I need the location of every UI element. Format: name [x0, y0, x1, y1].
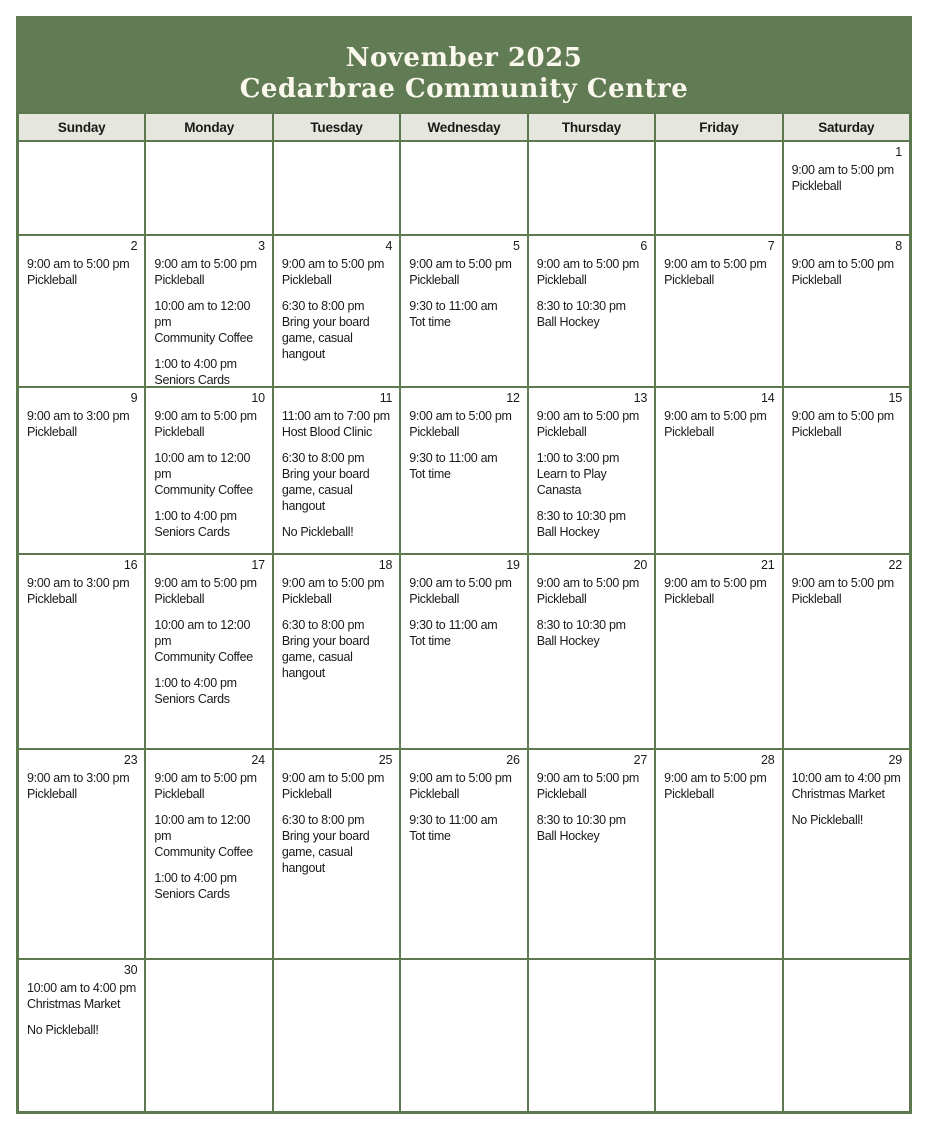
- month-title: November 2025: [345, 43, 583, 73]
- events-list: [784, 768, 909, 828]
- event: [409, 256, 520, 288]
- event-title: Seniors Cards: [154, 887, 230, 901]
- event: [792, 162, 903, 194]
- weekday-label: Saturday: [818, 119, 875, 135]
- events-list: [146, 768, 271, 902]
- event-title: Pickleball: [154, 425, 205, 439]
- event-time: 9:00 am to 5:00 pm: [409, 576, 512, 590]
- event-time: 9:00 am to 5:00 pm: [536, 771, 640, 785]
- weekday-label: Thursday: [561, 119, 621, 135]
- day-number: 1: [895, 145, 902, 159]
- event-title: Tot time: [409, 829, 451, 843]
- day-cell-empty: [784, 960, 909, 1111]
- event-time: 6:30 to 8:00 pm: [281, 299, 365, 313]
- day-number: [656, 960, 781, 977]
- event-title: Pickleball: [281, 592, 332, 606]
- calendar-grid: [16, 112, 912, 1114]
- event-title: Christmas Market: [27, 997, 121, 1011]
- event-title: Pickleball: [154, 787, 205, 801]
- day-number: [146, 142, 271, 159]
- weekday-label: Friday: [699, 119, 739, 135]
- event: [537, 408, 648, 440]
- events-list: [19, 573, 144, 607]
- day-cell-21: [656, 555, 781, 748]
- event: [27, 1022, 138, 1038]
- event-title: Pickleball: [536, 425, 587, 439]
- day-number: 6: [640, 239, 648, 253]
- event-title: Pickleball: [409, 787, 460, 801]
- day-cell-22: [784, 555, 909, 748]
- event-title: Pickleball: [664, 592, 714, 606]
- events-list: [656, 573, 781, 607]
- weekday-header-sunday: [19, 114, 144, 140]
- event: [537, 450, 648, 498]
- event-time: 9:00 am to 3:00 pm: [27, 409, 130, 423]
- event-title: Pickleball: [27, 425, 77, 439]
- day-cell-29: [784, 750, 909, 958]
- event: [154, 298, 265, 346]
- event-title: Community Coffee: [154, 483, 253, 497]
- event-time: 10:00 am to 12:00 pm: [154, 618, 251, 648]
- event-time: 1:00 to 4:00 pm: [154, 871, 237, 885]
- event-title: No Pickleball!: [281, 525, 354, 539]
- day-cell-empty: [274, 960, 399, 1111]
- event-title: Pickleball: [791, 179, 842, 193]
- event: [282, 298, 393, 362]
- events-list: [529, 768, 654, 844]
- day-cell-14: [656, 388, 781, 553]
- day-number: 2: [130, 239, 138, 253]
- day-number: 20: [633, 558, 648, 572]
- day-cell-empty: [529, 142, 654, 234]
- event-title: Pickleball: [536, 273, 587, 287]
- event-title: Pickleball: [27, 787, 77, 801]
- event-time: 9:00 am to 3:00 pm: [27, 576, 130, 590]
- day-number: 21: [761, 558, 775, 572]
- day-number: 9: [130, 391, 138, 405]
- events-list: [529, 573, 654, 649]
- event-time: 9:00 am to 5:00 pm: [536, 257, 640, 271]
- events-list: [274, 254, 399, 362]
- event-time: 9:30 to 11:00 am: [409, 299, 498, 313]
- event: [154, 508, 265, 540]
- day-cell-6: [529, 236, 654, 386]
- event-title: Community Coffee: [154, 845, 253, 859]
- day-cell-5: [401, 236, 526, 386]
- event-time: 9:00 am to 3:00 pm: [27, 771, 130, 785]
- event-time: 9:30 to 11:00 am: [409, 618, 498, 632]
- event: [27, 575, 138, 607]
- events-list: [19, 768, 144, 802]
- day-cell-11: [274, 388, 399, 553]
- event-title: Pickleball: [664, 787, 714, 801]
- event: [409, 408, 520, 440]
- event: [537, 575, 648, 607]
- event-time: 9:00 am to 5:00 pm: [791, 409, 894, 423]
- event-time: 10:00 am to 12:00 pm: [154, 451, 251, 481]
- day-number: 27: [633, 753, 648, 767]
- event-time: 9:00 am to 5:00 pm: [536, 409, 640, 423]
- event: [282, 575, 393, 607]
- day-cell-18: [274, 555, 399, 748]
- event: [154, 770, 265, 802]
- day-cell-3: [146, 236, 271, 386]
- event-title: Pickleball: [281, 273, 332, 287]
- event-time: 9:00 am to 5:00 pm: [664, 771, 767, 785]
- weekday-header-monday: [146, 114, 271, 140]
- day-number: [529, 142, 654, 159]
- events-list: [784, 160, 909, 194]
- day-cell-25: [274, 750, 399, 958]
- event-time: 1:00 to 4:00 pm: [154, 676, 237, 690]
- weekday-label: Sunday: [57, 119, 106, 135]
- day-cell-empty: [656, 142, 781, 234]
- day-number: [401, 960, 526, 977]
- event-time: 9:00 am to 5:00 pm: [281, 576, 385, 590]
- event-title: Ball Hockey: [536, 634, 600, 648]
- event: [154, 617, 265, 665]
- event-title: Pickleball: [791, 273, 842, 287]
- event-title: Pickleball: [154, 592, 205, 606]
- event-time: 6:30 to 8:00 pm: [281, 813, 365, 827]
- event-title: Pickleball: [664, 273, 714, 287]
- event-time: 10:00 am to 4:00 pm: [27, 981, 136, 995]
- day-number: 5: [512, 239, 520, 253]
- weekday-header-saturday: [784, 114, 909, 140]
- event: [154, 356, 265, 386]
- day-number: [274, 960, 399, 977]
- event: [537, 770, 648, 802]
- weekday-header-tuesday: [274, 114, 399, 140]
- event-title: Pickleball: [409, 273, 460, 287]
- events-list: [274, 768, 399, 876]
- event-time: 6:30 to 8:00 pm: [281, 618, 365, 632]
- event-title: No Pickleball!: [27, 1023, 99, 1037]
- events-list: [656, 406, 781, 440]
- events-list: [274, 406, 399, 540]
- events-list: [19, 406, 144, 440]
- event-title: Host Blood Clinic: [281, 425, 372, 439]
- day-cell-28: [656, 750, 781, 958]
- event: [27, 256, 138, 288]
- event-title: Ball Hockey: [536, 525, 600, 539]
- event: [282, 450, 393, 514]
- event-time: 9:00 am to 5:00 pm: [791, 163, 894, 177]
- event-time: 9:30 to 11:00 am: [409, 451, 498, 465]
- event: [282, 256, 393, 288]
- event: [154, 408, 265, 440]
- day-number: [784, 960, 909, 977]
- event-title: Community Coffee: [154, 650, 253, 664]
- calendar-header: [16, 16, 912, 112]
- event-time: 9:00 am to 5:00 pm: [154, 576, 257, 590]
- day-number: 17: [251, 558, 265, 572]
- day-cell-4: [274, 236, 399, 386]
- event: [537, 298, 648, 330]
- day-cell-2: [19, 236, 144, 386]
- events-list: [19, 978, 144, 1038]
- day-number: 28: [761, 753, 775, 767]
- day-number: 19: [506, 558, 520, 572]
- event-time: 10:00 am to 12:00 pm: [154, 813, 251, 843]
- day-cell-empty: [274, 142, 399, 234]
- event-title: Pickleball: [27, 273, 77, 287]
- event-time: 9:00 am to 5:00 pm: [27, 257, 130, 271]
- event-title: Pickleball: [409, 592, 460, 606]
- event: [154, 870, 265, 902]
- event-title: Christmas Market: [791, 787, 885, 801]
- day-number: 12: [506, 391, 520, 405]
- event-title: Pickleball: [154, 273, 205, 287]
- day-cell-12: [401, 388, 526, 553]
- event: [409, 770, 520, 802]
- day-number: 11: [379, 391, 393, 405]
- event-title: Bring your board game, casual hangout: [281, 634, 370, 680]
- day-cell-7: [656, 236, 781, 386]
- weekday-label: Monday: [184, 119, 235, 135]
- event-time: 9:00 am to 5:00 pm: [281, 257, 385, 271]
- event-title: Ball Hockey: [536, 315, 600, 329]
- event: [792, 408, 903, 440]
- event: [27, 408, 138, 440]
- event-time: 6:30 to 8:00 pm: [281, 451, 365, 465]
- day-number: 18: [378, 558, 393, 572]
- day-number: [19, 142, 144, 159]
- events-list: [274, 573, 399, 681]
- event: [792, 575, 903, 607]
- day-number: 25: [378, 753, 393, 767]
- event-title: Pickleball: [791, 425, 842, 439]
- event-time: 9:00 am to 5:00 pm: [664, 576, 767, 590]
- day-cell-empty: [19, 142, 144, 234]
- event: [537, 508, 648, 540]
- event-title: Seniors Cards: [154, 692, 230, 706]
- day-cell-1: [784, 142, 909, 234]
- day-number: 4: [385, 239, 393, 253]
- event-time: 9:00 am to 5:00 pm: [409, 409, 512, 423]
- day-number: 8: [895, 239, 902, 253]
- day-cell-8: [784, 236, 909, 386]
- event-title: Tot time: [409, 634, 451, 648]
- events-list: [19, 254, 144, 288]
- event: [282, 770, 393, 802]
- event: [792, 770, 903, 802]
- event-title: Bring your board game, casual hangout: [281, 829, 370, 875]
- event: [154, 575, 265, 607]
- event-title: Pickleball: [664, 425, 714, 439]
- event: [27, 980, 138, 1012]
- event: [792, 812, 903, 828]
- event-time: 9:00 am to 5:00 pm: [664, 409, 767, 423]
- event-time: 9:00 am to 5:00 pm: [281, 771, 385, 785]
- day-number: [529, 960, 654, 977]
- event-title: Bring your board game, casual hangout: [281, 315, 370, 361]
- event-time: 10:00 am to 4:00 pm: [791, 771, 901, 785]
- event-time: 1:00 to 3:00 pm: [536, 451, 620, 465]
- event-title: Pickleball: [409, 425, 460, 439]
- events-list: [784, 573, 909, 607]
- day-number: 14: [761, 391, 775, 405]
- day-number: [274, 142, 399, 159]
- weekday-label: Wednesday: [427, 119, 501, 135]
- event-time: 9:00 am to 5:00 pm: [791, 576, 894, 590]
- day-cell-empty: [401, 142, 526, 234]
- day-number: 15: [888, 391, 902, 405]
- event-time: 9:00 am to 5:00 pm: [409, 771, 512, 785]
- day-number: [401, 142, 526, 159]
- event: [409, 617, 520, 649]
- day-cell-13: [529, 388, 654, 553]
- event: [537, 617, 648, 649]
- day-cell-17: [146, 555, 271, 748]
- events-list: [401, 406, 526, 482]
- event-time: 8:30 to 10:30 pm: [536, 509, 626, 523]
- events-list: [784, 254, 909, 288]
- day-number: [656, 142, 781, 159]
- event-title: Ball Hockey: [536, 829, 600, 843]
- day-cell-23: [19, 750, 144, 958]
- event-time: 9:00 am to 5:00 pm: [154, 257, 257, 271]
- day-number: 7: [767, 239, 775, 253]
- event-title: Pickleball: [281, 787, 332, 801]
- day-cell-empty: [529, 960, 654, 1111]
- day-cell-empty: [656, 960, 781, 1111]
- day-number: 23: [123, 753, 138, 767]
- day-cell-27: [529, 750, 654, 958]
- events-list: [146, 254, 271, 386]
- event-time: 9:00 am to 5:00 pm: [154, 771, 257, 785]
- event: [664, 770, 775, 802]
- event: [154, 450, 265, 498]
- day-cell-empty: [146, 142, 271, 234]
- event: [409, 450, 520, 482]
- day-number: 16: [123, 558, 138, 572]
- weekday-header-friday: [656, 114, 781, 140]
- event: [282, 408, 393, 440]
- day-cell-26: [401, 750, 526, 958]
- event-time: 8:30 to 10:30 pm: [536, 299, 626, 313]
- day-cell-empty: [146, 960, 271, 1111]
- event: [537, 256, 648, 288]
- event: [409, 575, 520, 607]
- events-list: [401, 768, 526, 844]
- event: [409, 298, 520, 330]
- events-list: [401, 254, 526, 330]
- day-cell-9: [19, 388, 144, 553]
- event-title: No Pickleball!: [791, 813, 864, 827]
- weekday-header-wednesday: [401, 114, 526, 140]
- event-time: 1:00 to 4:00 pm: [154, 509, 237, 523]
- event-title: Pickleball: [536, 592, 587, 606]
- day-cell-24: [146, 750, 271, 958]
- event-time: 9:00 am to 5:00 pm: [536, 576, 640, 590]
- weekday-header-thursday: [529, 114, 654, 140]
- day-number: 3: [258, 239, 265, 253]
- event: [27, 770, 138, 802]
- weekday-label: Tuesday: [310, 119, 363, 135]
- day-number: 10: [251, 391, 265, 405]
- event: [282, 524, 393, 540]
- event: [664, 408, 775, 440]
- day-number: [146, 960, 271, 977]
- event: [154, 675, 265, 707]
- events-list: [656, 768, 781, 802]
- day-cell-16: [19, 555, 144, 748]
- event-title: Tot time: [409, 467, 451, 481]
- day-number: 26: [506, 753, 520, 767]
- day-cell-30: [19, 960, 144, 1111]
- events-list: [401, 573, 526, 649]
- event: [154, 812, 265, 860]
- event-time: 11:00 am to 7:00 pm: [281, 409, 390, 423]
- day-number: 24: [251, 753, 265, 767]
- event-time: 1:00 to 4:00 pm: [154, 357, 237, 371]
- event-title: Pickleball: [536, 787, 587, 801]
- day-cell-19: [401, 555, 526, 748]
- events-list: [529, 406, 654, 540]
- event-time: 9:00 am to 5:00 pm: [791, 257, 894, 271]
- day-cell-20: [529, 555, 654, 748]
- event: [282, 812, 393, 876]
- event-title: Pickleball: [791, 592, 842, 606]
- event-time: 10:00 am to 12:00 pm: [154, 299, 251, 329]
- event-time: 9:00 am to 5:00 pm: [664, 257, 767, 271]
- event-time: 9:00 am to 5:00 pm: [154, 409, 257, 423]
- day-number: 30: [123, 963, 138, 977]
- event: [409, 812, 520, 844]
- event: [792, 256, 903, 288]
- day-cell-10: [146, 388, 271, 553]
- event: [537, 812, 648, 844]
- events-list: [529, 254, 654, 330]
- event-time: 8:30 to 10:30 pm: [536, 618, 626, 632]
- events-list: [146, 573, 271, 707]
- event: [664, 575, 775, 607]
- day-cell-empty: [401, 960, 526, 1111]
- day-cell-15: [784, 388, 909, 553]
- events-list: [656, 254, 781, 288]
- event-title: Seniors Cards: [154, 373, 230, 386]
- event-time: 9:30 to 11:00 am: [409, 813, 498, 827]
- event-title: Community Coffee: [154, 331, 253, 345]
- event-title: Pickleball: [27, 592, 77, 606]
- event-title: Seniors Cards: [154, 525, 230, 539]
- event-time: 9:00 am to 5:00 pm: [409, 257, 512, 271]
- events-list: [784, 406, 909, 440]
- event-title: Tot time: [409, 315, 451, 329]
- event-title: Learn to Play Canasta: [536, 467, 607, 497]
- events-list: [146, 406, 271, 540]
- event: [664, 256, 775, 288]
- event-title: Bring your board game, casual hangout: [281, 467, 370, 513]
- event: [154, 256, 265, 288]
- calendar: [16, 16, 912, 1114]
- day-number: 13: [633, 391, 648, 405]
- venue-title: Cedarbrae Community Centre: [239, 74, 689, 104]
- event-time: 8:30 to 10:30 pm: [536, 813, 626, 827]
- day-number: 29: [888, 753, 902, 767]
- event: [282, 617, 393, 681]
- day-number: 22: [888, 558, 902, 572]
